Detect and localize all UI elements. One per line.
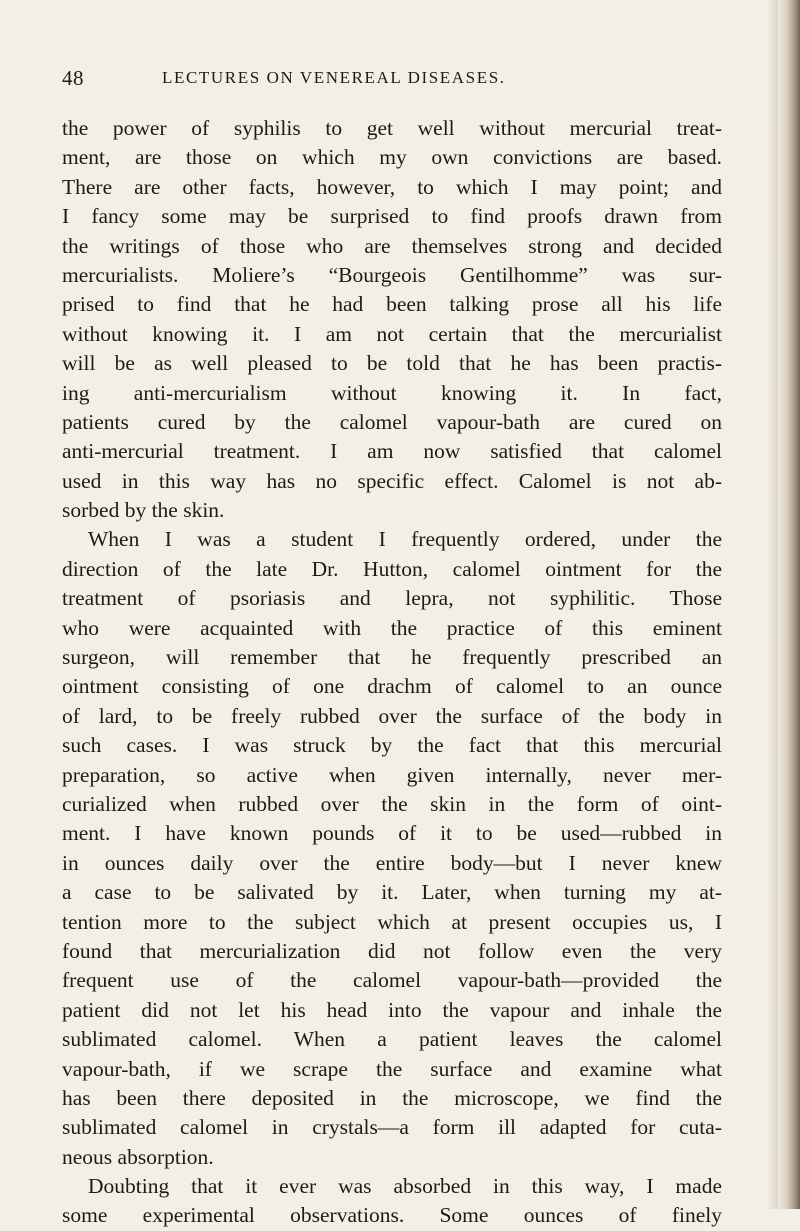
text-line: ment, are those on which my own convictions are based. bbox=[62, 145, 722, 170]
text-line: some experimental observations. Some ounces of finely bbox=[62, 1203, 722, 1228]
text-line: tention more to the subject which at present occupies us, I bbox=[62, 909, 722, 934]
text-line: surgeon, will remember that he frequently prescribed an bbox=[62, 645, 722, 670]
text-line: mercurialists. Moliere’s “Bourgeois Gentilhomme” was sur- bbox=[62, 262, 722, 287]
page-header bbox=[62, 66, 722, 96]
text-line: treatment of psoriasis and lepra, not syphilitic. Those bbox=[62, 586, 722, 611]
page-number: 48 bbox=[62, 66, 84, 90]
text-line: sublimated calomel. When a patient leaves the calomel bbox=[62, 1027, 722, 1052]
text-line: sublimated calomel in crystals—a form ill adapted for cuta- bbox=[62, 1115, 722, 1140]
text-line: ment. I have known pounds of it to be used—rubbed in bbox=[62, 821, 722, 846]
running-title: LECTURES ON VENEREAL DISEASES. bbox=[162, 68, 506, 87]
body-text bbox=[62, 114, 722, 1231]
text-line: the writings of those who are themselves strong and decided bbox=[62, 233, 722, 258]
text-line: found that mercurialization did not follow even the very bbox=[62, 938, 722, 963]
text-line: curialized when rubbed over the skin in the form of oint- bbox=[62, 791, 722, 816]
text-line: without knowing it. I am not certain that the mercurialist bbox=[62, 321, 722, 346]
text-line: direction of the late Dr. Hutton, calomel ointment for the bbox=[62, 556, 722, 581]
text-line: frequent use of the calomel vapour-bath—provided the bbox=[62, 968, 722, 993]
text-line: vapour-bath, if we scrape the surface and examine what bbox=[62, 1056, 722, 1081]
text-line: in ounces daily over the entire body—but I never knew bbox=[62, 850, 722, 875]
text-line: the power of syphilis to get well without mercurial treat- bbox=[62, 116, 722, 140]
text-line: There are other facts, however, to which I may point; and bbox=[62, 174, 722, 199]
text-line: preparation, so active when given internally, never mer- bbox=[62, 762, 722, 787]
text-line: such cases. I was struck by the fact that this mercurial bbox=[62, 733, 722, 758]
text-line: When I was a student I frequently ordered, under the bbox=[88, 527, 722, 552]
text-line: anti-mercurial treatment. I am now satisfied that calomel bbox=[62, 439, 722, 464]
text-line: patients cured by the calomel vapour-bath are cured on bbox=[62, 409, 722, 434]
text-line: who were acquainted with the practice of this eminent bbox=[62, 615, 722, 640]
text-line: a case to be salivated by it. Later, when turning my at- bbox=[62, 880, 722, 905]
text-line: used in this way has no specific effect. Calomel is not ab- bbox=[62, 468, 722, 493]
page-gutter-shadow bbox=[766, 0, 778, 1209]
text-line: I fancy some may be surprised to find proofs drawn from bbox=[62, 204, 722, 229]
page-edge bbox=[778, 0, 800, 1209]
text-line: will be as well pleased to be told that he has been practis- bbox=[62, 351, 722, 376]
text-line: has been there deposited in the microscope, we find the bbox=[62, 1085, 722, 1110]
text-line: patient did not let his head into the vapour and inhale the bbox=[62, 997, 722, 1022]
text-line: ointment consisting of one drachm of calomel to an ounce bbox=[62, 674, 722, 699]
text-line: prised to find that he had been talking prose all his life bbox=[62, 292, 722, 317]
text-line: of lard, to be freely rubbed over the surface of the body in bbox=[62, 703, 722, 728]
text-line: Doubting that it ever was absorbed in this way, I made bbox=[88, 1174, 722, 1199]
text-line: neous absorption. bbox=[62, 1144, 214, 1169]
text-line: ing anti-mercurialism without knowing it. In fact, bbox=[62, 380, 722, 405]
text-line: sorbed by the skin. bbox=[62, 498, 225, 523]
